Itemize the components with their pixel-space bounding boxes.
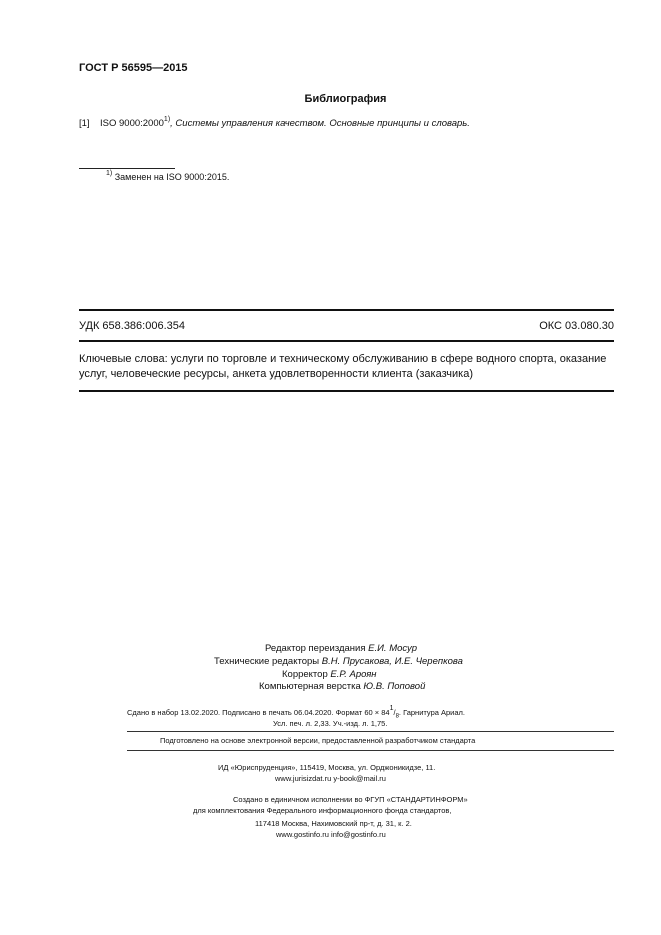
- bibliography-title: Библиография: [304, 93, 387, 105]
- oks-code: ОКС 03.080.30: [539, 320, 614, 332]
- editor-label: Редактор переиздания: [265, 643, 369, 654]
- footnote-mark: 1): [106, 170, 113, 177]
- bibliography-item-title: , Системы управления качеством. Основные принципы и словарь.: [170, 118, 470, 129]
- format-fraction-numerator: 1: [389, 705, 394, 712]
- bibliography-item-code: ISO 9000:2000: [100, 118, 164, 129]
- top-divider: [79, 309, 614, 311]
- corrector-line: [282, 669, 377, 680]
- layout-line: [259, 681, 425, 692]
- tech-editors-label: Технические редакторы: [214, 656, 322, 667]
- format-fraction-denominator: 8: [395, 713, 399, 720]
- document-code: ГОСТ Р 56595—2015: [79, 62, 188, 74]
- print-info-line-3: Подготовлено на основе электронной версии, предоставленной разработчиком стандарта: [160, 736, 476, 745]
- footnote-divider: [79, 168, 175, 169]
- bibliography-item: [79, 118, 470, 129]
- corrector-label: Корректор: [282, 669, 331, 680]
- publisher-divider: [127, 750, 614, 751]
- bibliography-item-number: [1]: [79, 118, 90, 129]
- footnote-reference[interactable]: 1): [163, 116, 171, 123]
- publisher-line-6: www.gostinfo.ru info@gostinfo.ru: [276, 830, 386, 839]
- editor-name: Е.И. Мосур: [368, 643, 418, 654]
- publisher-line-2: www.jurisizdat.ru y-book@mail.ru: [275, 774, 386, 783]
- print-info-line-1: Сдано в набор 13.02.2020. Подписано в печать 06.04.2020. Формат $60 \times 84^1/_8$. Гарнитура Ариал.: [127, 705, 465, 720]
- print-info-line-2: Усл. печ. л. 2,33. Уч.-изд. л. 1,75.: [273, 719, 388, 728]
- layout-label: Компьютерная верстка: [259, 681, 364, 692]
- footnote-text: Заменен на ISO 9000:2015.: [112, 172, 230, 182]
- editor-line: [265, 643, 417, 654]
- publisher-line-4: для комплектования Федерального информационного фонда стандартов,: [193, 806, 452, 815]
- print-info-text: Сдано в набор 13.02.2020. Подписано в печать 06.04.2020. Формат 60 × 84: [127, 708, 390, 717]
- tech-editors-names: В.Н. Прусакова, И.Е. Черепкова: [321, 656, 463, 667]
- layout-name: Ю.В. Поповой: [363, 681, 426, 692]
- publisher-line-5: 117418 Москва, Нахимовский пр-т, д. 31, к. 2.: [255, 819, 412, 828]
- keywords: Ключевые слова: услуги по торговле и техническому обслуживанию в сфере водного спорта, оказание услуг, человеческие ресурсы, анкета удовлетворенности клиента (заказчика): [79, 353, 607, 380]
- bottom-divider: [79, 390, 614, 392]
- print-info-divider: [127, 731, 614, 732]
- footnote: [106, 172, 229, 182]
- publisher-line-3: Создано в единичном исполнении во ФГУП «СТАНДАРТИНФОРМ»: [233, 795, 468, 804]
- publisher-line-1: ИД «Юриспруденция», 115419, Москва, ул. Орджоникидзе, 11.: [218, 763, 436, 772]
- middle-divider: [79, 340, 614, 342]
- tech-editors-line: [214, 656, 463, 667]
- print-info-tail: . Гарнитура Ариал.: [398, 708, 465, 717]
- udk-code: УДК 658.386:006.354: [79, 320, 185, 332]
- corrector-name: Е.Р. Ароян: [330, 669, 377, 680]
